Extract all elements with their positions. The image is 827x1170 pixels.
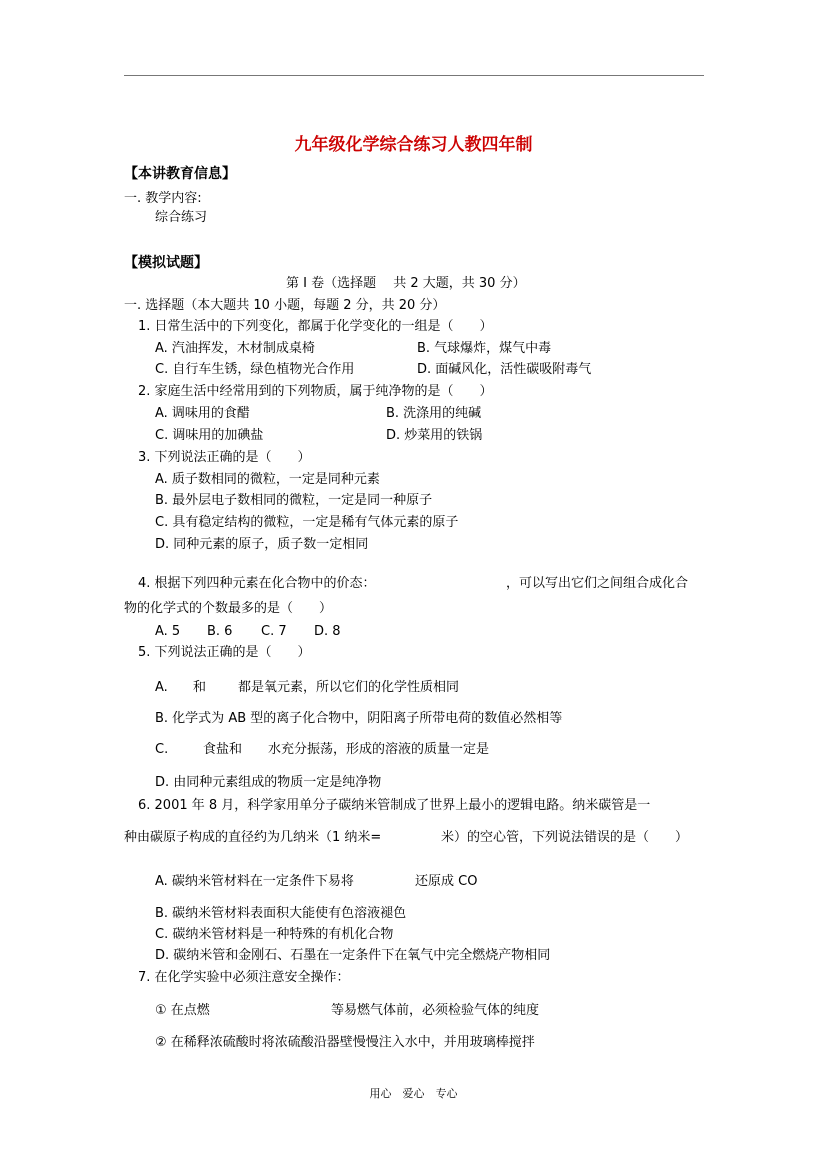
question-2-option-b: B. 洗涤用的纯碱 bbox=[386, 406, 482, 421]
question-6-line1: 6. 2001 年 8 月，科学家用单分子碳纳米管制成了世界上最小的逻辑电路。纳米碳管是一 bbox=[138, 798, 651, 813]
question-5-stem: 5. 下列说法正确的是（ ） bbox=[138, 645, 311, 660]
question-6-option-d: D. 碳纳米管和金刚石、石墨在一定条件下在氧气中完全燃烧产物相同 bbox=[155, 948, 551, 963]
question-3-option-c: C. 具有稳定结构的微粒，一定是稀有气体元素的原子 bbox=[155, 515, 459, 530]
question-4-option-d: D. 8 bbox=[314, 624, 341, 639]
teaching-content-label: 一. 教学内容: bbox=[124, 191, 202, 206]
question-3-stem: 3. 下列说法正确的是（ ） bbox=[138, 450, 311, 465]
question-5-option-b: B. 化学式为 AB 型的离子化合物中，阴阳离子所带电荷的数值必然相等 bbox=[155, 711, 563, 726]
question-6-option-a-start: A. 碳纳米管材料在一定条件下易将 bbox=[155, 874, 354, 889]
question-7-stem: 7. 在化学实验中必须注意安全操作： bbox=[138, 970, 350, 985]
part-heading: 一. 选择题（本大题共 10 小题，每题 2 分，共 20 分） bbox=[124, 298, 446, 313]
question-6-option-b: B. 碳纳米管材料表面积大能使有色溶液褪色 bbox=[155, 906, 407, 921]
question-1-option-d: D. 面碱风化，活性碳吸附毒气 bbox=[417, 362, 592, 377]
question-5-option-c-end: 水充分振荡，形成的溶液的质量一定是 bbox=[268, 742, 490, 757]
question-5-option-a-prefix: A. bbox=[155, 680, 168, 695]
volume-header: 第 I 卷（选择题 共 2 大题，共 30 分） bbox=[286, 276, 526, 291]
question-6-line2-start: 种由碳原子构成的直径约为几纳米（1 纳米= bbox=[124, 830, 382, 845]
section-heading-info: 【本讲教育信息】 bbox=[124, 166, 236, 182]
question-6-line2-end: 米）的空心管，下列说法错误的是（ ） bbox=[441, 830, 689, 845]
question-7-item1-end: 等易燃气体前，必须检验气体的纯度 bbox=[331, 1003, 540, 1018]
teaching-content-value: 综合练习 bbox=[155, 210, 208, 225]
question-4-line1-start: 4. 根据下列四种元素在化合物中的价态： bbox=[138, 576, 376, 591]
question-4-option-a: A. 5 bbox=[155, 624, 181, 639]
header-rule bbox=[124, 75, 704, 76]
question-2-option-a: A. 调味用的食醋 bbox=[155, 406, 250, 421]
question-5-option-a-mid: 和 bbox=[193, 680, 207, 695]
question-5-option-c-mid: 食盐和 bbox=[203, 742, 243, 757]
question-7-item2: ② 在稀释浓硫酸时将浓硫酸沿器壁慢慢注入水中，并用玻璃棒搅拌 bbox=[155, 1035, 535, 1050]
question-4-option-c: C. 7 bbox=[261, 624, 287, 639]
question-6-option-a-end: 还原成 CO bbox=[415, 874, 478, 889]
question-1-option-b: B. 气球爆炸，煤气中毒 bbox=[417, 341, 552, 356]
question-5-option-d: D. 由同种元素组成的物质一定是纯净物 bbox=[155, 775, 382, 790]
question-3-option-b: B. 最外层电子数相同的微粒，一定是同一种原子 bbox=[155, 493, 433, 508]
page-footer: 用心 爱心 专心 bbox=[369, 1087, 458, 1100]
document-title: 九年级化学综合练习人教四年制 bbox=[294, 135, 533, 155]
question-2-option-d: D. 炒菜用的铁锅 bbox=[386, 428, 483, 443]
question-2-option-c: C. 调味用的加碘盐 bbox=[155, 428, 264, 443]
question-7-item1-start: ① 在点燃 bbox=[155, 1003, 210, 1018]
question-3-option-a: A. 质子数相同的微粒，一定是同种元素 bbox=[155, 472, 380, 487]
section-heading-mock: 【模拟试题】 bbox=[124, 255, 208, 271]
question-5-option-a-end: 都是氧元素，所以它们的化学性质相同 bbox=[238, 680, 460, 695]
question-1-stem: 1. 日常生活中的下列变化，都属于化学变化的一组是（ ） bbox=[138, 319, 493, 334]
question-2-stem: 2. 家庭生活中经常用到的下列物质，属于纯净物的是（ ） bbox=[138, 384, 493, 399]
question-3-option-d: D. 同种元素的原子，质子数一定相同 bbox=[155, 537, 369, 552]
question-6-option-c: C. 碳纳米管材料是一种特殊的有机化合物 bbox=[155, 927, 394, 942]
question-4-line2: 物的化学式的个数最多的是（ ） bbox=[124, 601, 333, 616]
question-1-option-c: C. 自行车生锈，绿色植物光合作用 bbox=[155, 362, 355, 377]
question-5-option-c-prefix: C. bbox=[155, 742, 169, 757]
question-1-option-a: A. 汽油挥发，木材制成桌椅 bbox=[155, 341, 315, 356]
question-4-option-b: B. 6 bbox=[207, 624, 233, 639]
question-4-line1-end: ，可以写出它们之间组合成化合 bbox=[506, 576, 689, 591]
